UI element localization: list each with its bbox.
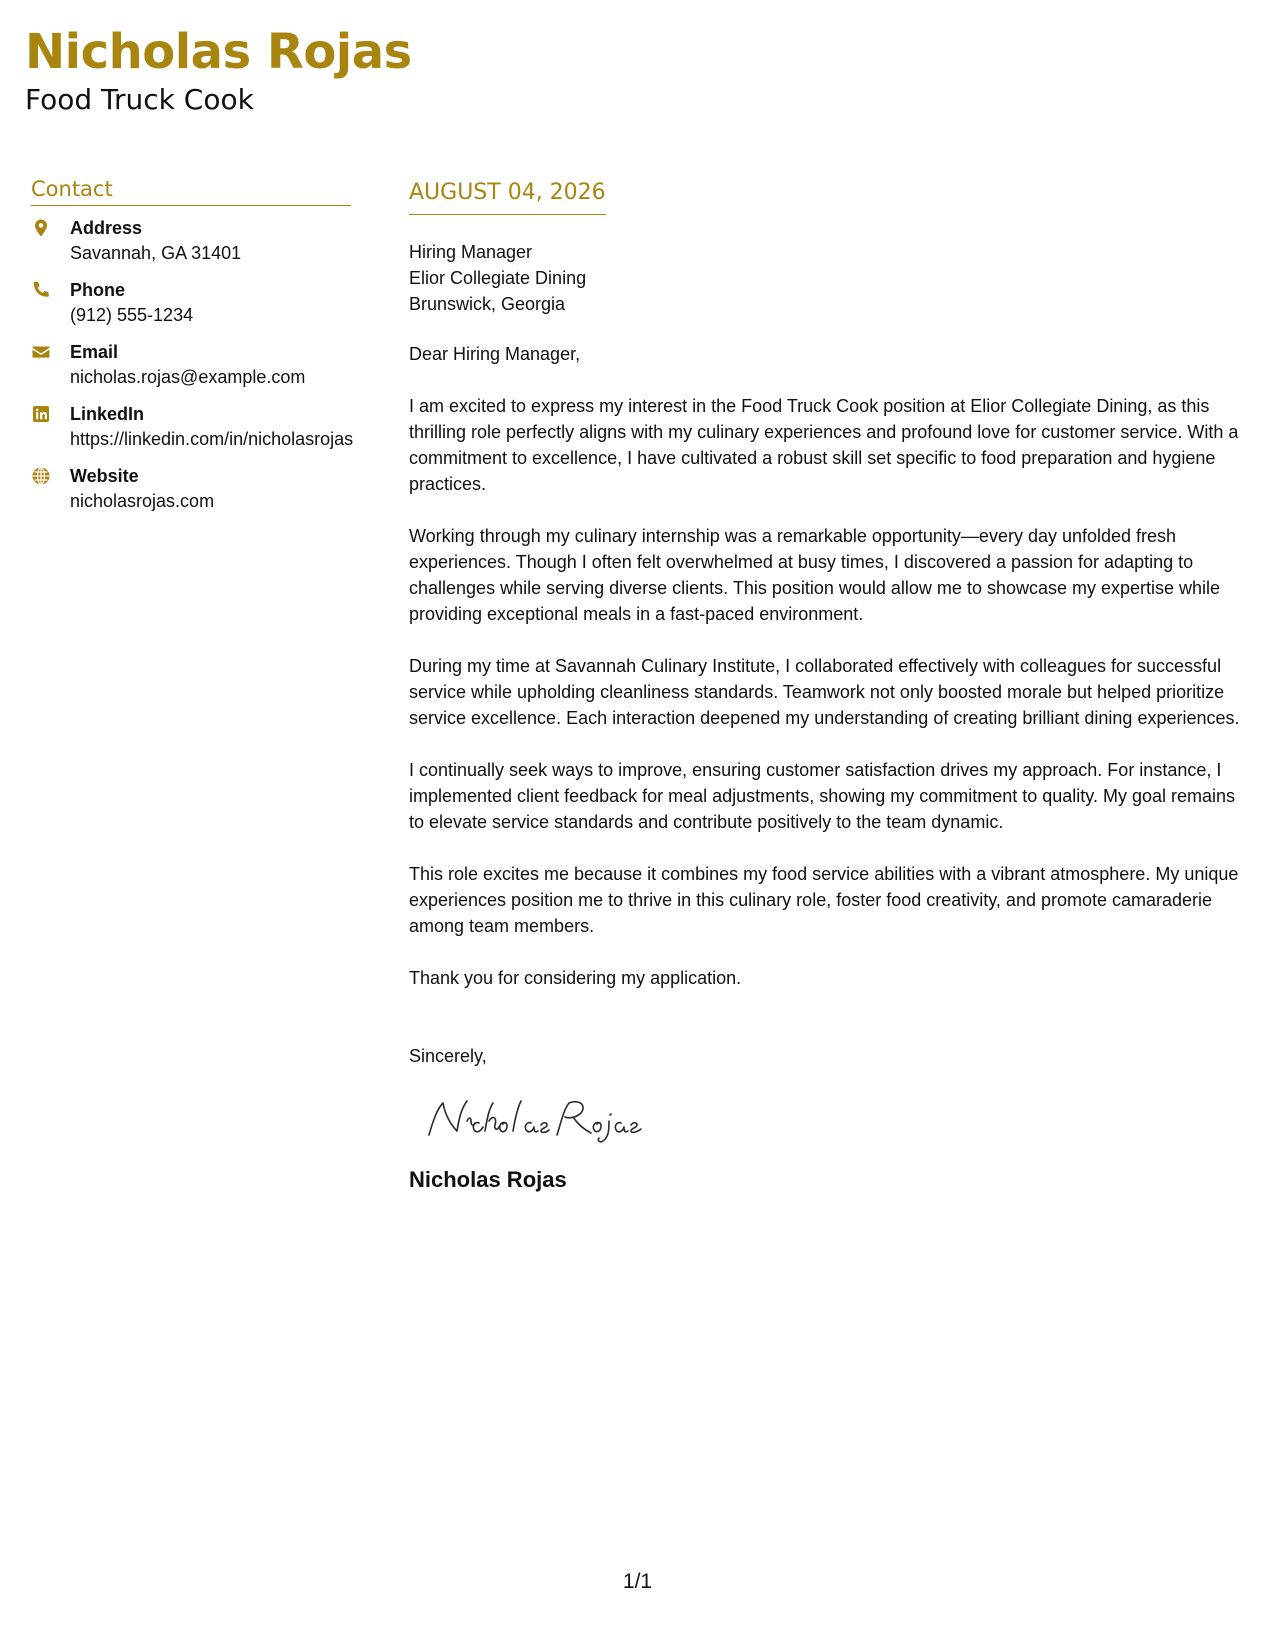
body-paragraph: Working through my culinary internship was a remarkable opportunity—every day unfolded fresh experiences. Though I often felt overwhelmed at busy times, I discovered a passion for adapting to challenges while serving diverse clients. This position would allow me to showcase my expertise while providing exceptional meals in a fast-paced environment. [409,526,1221,624]
recipient-line: Brunswick, Georgia [409,294,566,314]
handwritten-signature [423,1091,663,1145]
recipient-line: Elior Collegiate Dining [409,268,587,288]
email-value: nicholas.rojas@example.com [70,367,306,387]
signature-name: Nicholas Rojas [409,1167,567,1192]
body-paragraph: Thank you for considering my application. [409,968,742,988]
contact-label: LinkedIn [70,404,145,424]
phone-value: (912) 555-1234 [70,305,194,325]
header [25,22,412,118]
map-pin-icon [31,218,51,238]
contact-label: Email [70,342,119,362]
recipient-block [409,239,1254,317]
phone-icon [31,280,51,300]
job-title: Food Truck Cook [25,83,254,116]
closing: Sincerely, [409,1046,487,1066]
envelope-icon [31,342,51,362]
linkedin-value: https://linkedin.com/in/nicholasrojas [70,429,354,449]
body-paragraph: During my time at Savannah Culinary Institute, I collaborated effectively with colleagues for successful service while upholding cleanliness standards. Teamwork not only boosted morale but helped prioritize service excellence. Each interaction deepened my understanding of creating brilliant dining experiences. [409,656,1240,728]
applicant-name: Nicholas Rojas [25,24,412,80]
recipient-line: Hiring Manager [409,242,533,262]
website-value: nicholasrojas.com [70,491,215,511]
sidebar [31,175,354,526]
globe-icon [31,466,51,486]
contact-label: Phone [70,280,126,300]
body-paragraph: I continually seek ways to improve, ensuring customer satisfaction drives my approach. For instance, I implemented client feedback for meal adjustments, showing my commitment to quality. My goal remains to elevate service standards and contribute positively to the team dynamic. [409,760,1236,832]
contact-item-website [31,464,351,514]
letter-body [409,178,1254,1195]
contact-label: Address [70,218,143,238]
contact-label: Website [70,466,139,486]
body-paragraph: This role excites me because it combines my food service abilities with a vibrant atmosphere. My unique experiences position me to thrive in this culinary role, foster food creativity, and promote camaraderie among team members. [409,864,1239,936]
greeting: Dear Hiring Manager, [409,344,581,364]
contact-item-linkedin [31,402,354,452]
contact-item-phone [31,278,351,328]
contact-item-email [31,340,351,390]
contact-item-address [31,216,351,266]
body-paragraph: I am excited to express my interest in the Food Truck Cook position at Elior Collegiate Dining, as this thrilling role perfectly aligns with my culinary experiences and profound love for customer service. With a commitment to excellence, I have cultivated a robust skill set specific to food preparation and hygiene practices. [409,396,1239,494]
linkedin-icon [31,404,51,424]
page-number: 1/1 [622,1570,653,1593]
address-value: Savannah, GA 31401 [70,243,242,263]
letter-date: AUGUST 04, 2026 [409,178,606,215]
contact-heading: Contact [31,175,351,206]
